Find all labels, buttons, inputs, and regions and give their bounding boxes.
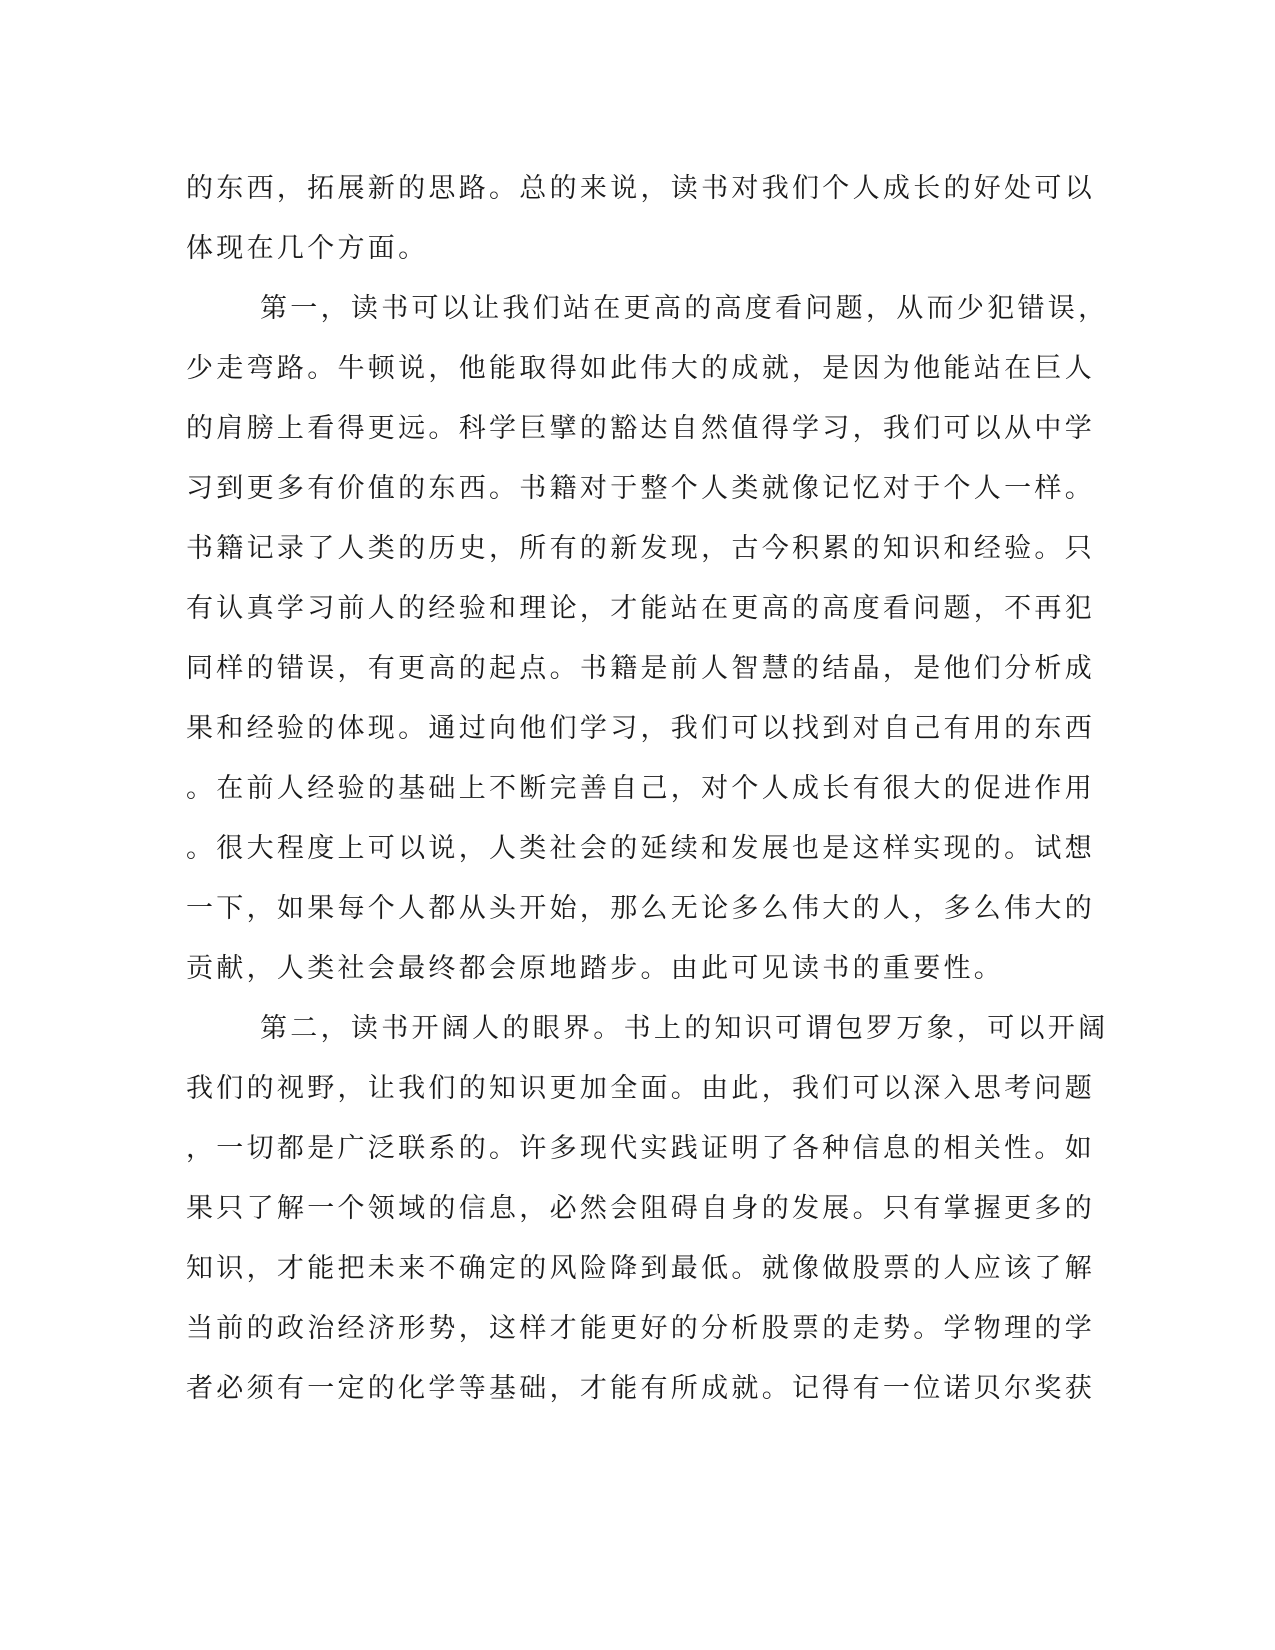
text-line: 习到更多有价值的东西。书籍对于整个人类就像记忆对于个人一样。	[186, 473, 1095, 504]
text-line: 体现在几个方面。	[186, 233, 429, 264]
text-line: 少走弯路。牛顿说，他能取得如此伟大的成就，是因为他能站在巨人	[186, 353, 1095, 384]
text-line: 我们的视野，让我们的知识更加全面。由此，我们可以深入思考问题	[186, 1073, 1095, 1104]
text-line: 知识，才能把未来不确定的风险降到最低。就像做股票的人应该了解	[186, 1253, 1095, 1284]
text-line: 。很大程度上可以说，人类社会的延续和发展也是这样实现的。试想	[186, 833, 1095, 864]
text-line: 有认真学习前人的经验和理论，才能站在更高的高度看问题，不再犯	[186, 593, 1095, 624]
text-line: 第二，读书开阔人的眼界。书上的知识可谓包罗万象，可以开阔	[260, 1013, 1109, 1044]
text-line: 一下，如果每个人都从头开始，那么无论多么伟大的人，多么伟大的	[186, 893, 1095, 924]
body-text	[186, 159, 1109, 1419]
text-line: 同样的错误，有更高的起点。书籍是前人智慧的结晶，是他们分析成	[186, 653, 1095, 684]
text-line: 贡献，人类社会最终都会原地踏步。由此可见读书的重要性。	[186, 953, 1005, 984]
text-line: 果和经验的体现。通过向他们学习，我们可以找到对自己有用的东西	[186, 713, 1095, 744]
text-line: 的肩膀上看得更远。科学巨擘的豁达自然值得学习，我们可以从中学	[186, 413, 1095, 444]
text-line: 当前的政治经济形势，这样才能更好的分析股票的走势。学物理的学	[186, 1313, 1095, 1344]
text-line: 的东西，拓展新的思路。总的来说，读书对我们个人成长的好处可以	[186, 173, 1095, 204]
text-line: 书籍记录了人类的历史，所有的新发现，古今积累的知识和经验。只	[186, 533, 1095, 564]
text-line: 者必须有一定的化学等基础，才能有所成就。记得有一位诺贝尔奖获	[186, 1373, 1095, 1404]
text-line: 。在前人经验的基础上不断完善自己，对个人成长有很大的促进作用	[186, 773, 1095, 804]
text-line: 果只了解一个领域的信息，必然会阻碍自身的发展。只有掌握更多的	[186, 1193, 1095, 1224]
text-line: 第一，读书可以让我们站在更高的高度看问题，从而少犯错误，	[260, 293, 1109, 324]
text-line: ，一切都是广泛联系的。许多现代实践证明了各种信息的相关性。如	[186, 1133, 1095, 1164]
